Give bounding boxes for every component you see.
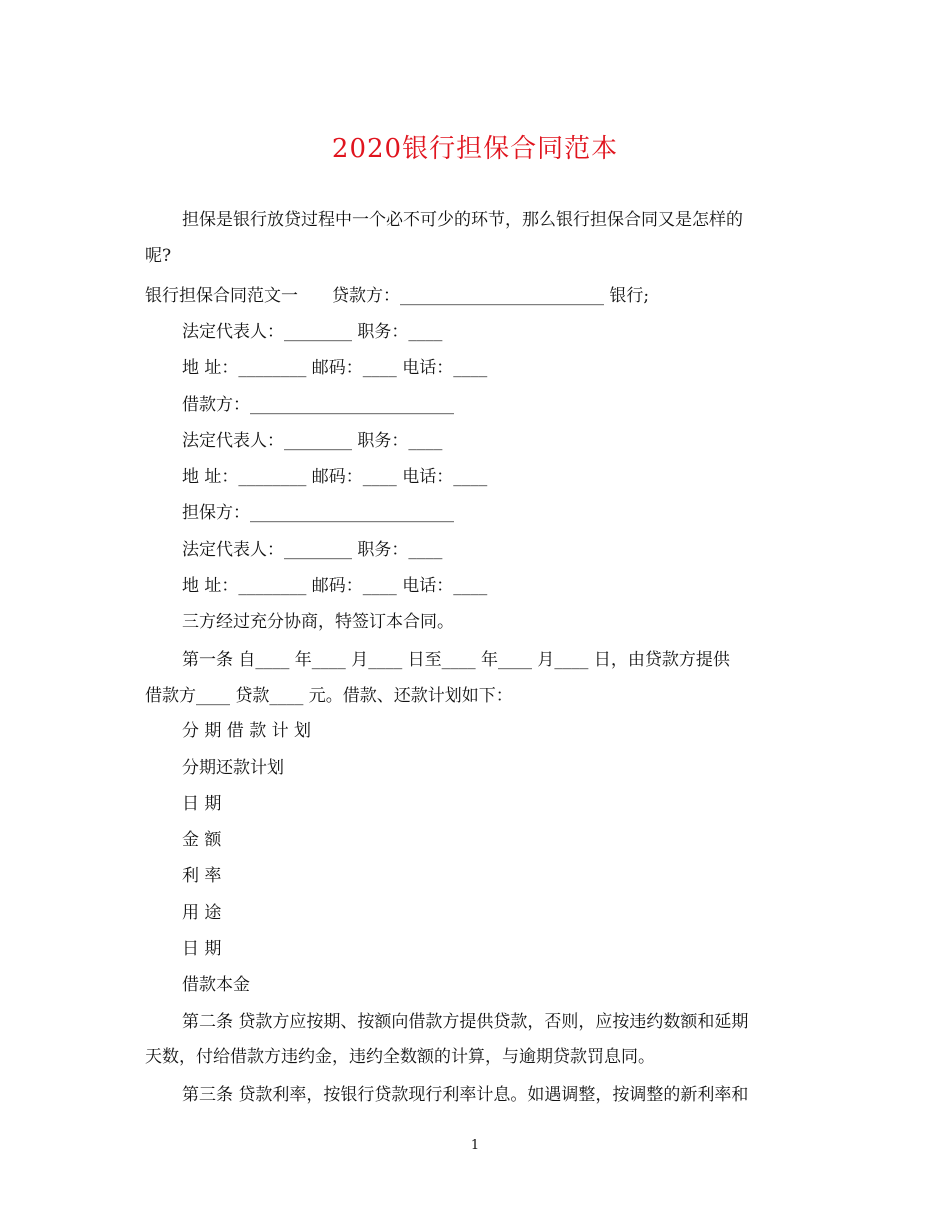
article-2-line-2: 天数，付给借款方违约金，违约全数额的计算，与逾期贷款罚息同。 <box>145 1047 655 1067</box>
plan-item: 用 途 <box>182 903 222 923</box>
document-title: 2020银行担保合同范本 <box>331 134 619 164</box>
intro-line-2: 呢? <box>145 246 172 266</box>
plan-item: 日 期 <box>182 939 222 959</box>
plan-item: 利 率 <box>182 866 222 886</box>
plan-item: 借款本金 <box>182 975 250 995</box>
plan-item: 日 期 <box>182 794 222 814</box>
borrower-line: 借款方：________________________ <box>182 395 454 415</box>
guarantor-line: 担保方：________________________ <box>182 503 454 523</box>
plan-item: 分 期 借 款 计 划 <box>182 721 312 741</box>
intro-line-1: 担保是银行放贷过程中一个必不可少的环节，那么银行担保合同又是怎样的 <box>182 210 743 230</box>
article-2-line-1: 第二条 贷款方应按期、按额向借款方提供贷款，否则，应按违约数额和延期 <box>182 1012 749 1032</box>
lender-line: 银行担保合同范文一 贷款方：________________________ 银行; <box>145 286 650 306</box>
plan-item: 分期还款计划 <box>182 758 284 778</box>
article-3-line-1: 第三条 贷款利率，按银行贷款现行利率计息。如遇调整，按调整的新利率和 <box>182 1085 749 1105</box>
page-number: 1 <box>470 1138 480 1153</box>
borrower-representative: 法定代表人：________ 职务：____ <box>182 431 443 451</box>
agreement-line: 三方经过充分协商，特签订本合同。 <box>182 612 454 632</box>
plan-item: 金 额 <box>182 830 222 850</box>
article-1-line-2: 借款方____ 贷款____ 元。借款、还款计划如下： <box>145 686 513 706</box>
lender-representative: 法定代表人：________ 职务：____ <box>182 322 443 342</box>
borrower-address: 地 址：________ 邮码：____ 电话：____ <box>182 467 488 487</box>
guarantor-address: 地 址：________ 邮码：____ 电话：____ <box>182 576 488 596</box>
guarantor-representative: 法定代表人：________ 职务：____ <box>182 540 443 560</box>
lender-address: 地 址：________ 邮码：____ 电话：____ <box>182 358 488 378</box>
article-1-line-1: 第一条 自____ 年____ 月____ 日至____ 年____ 月____ 日，由贷款方提供 <box>182 650 730 670</box>
